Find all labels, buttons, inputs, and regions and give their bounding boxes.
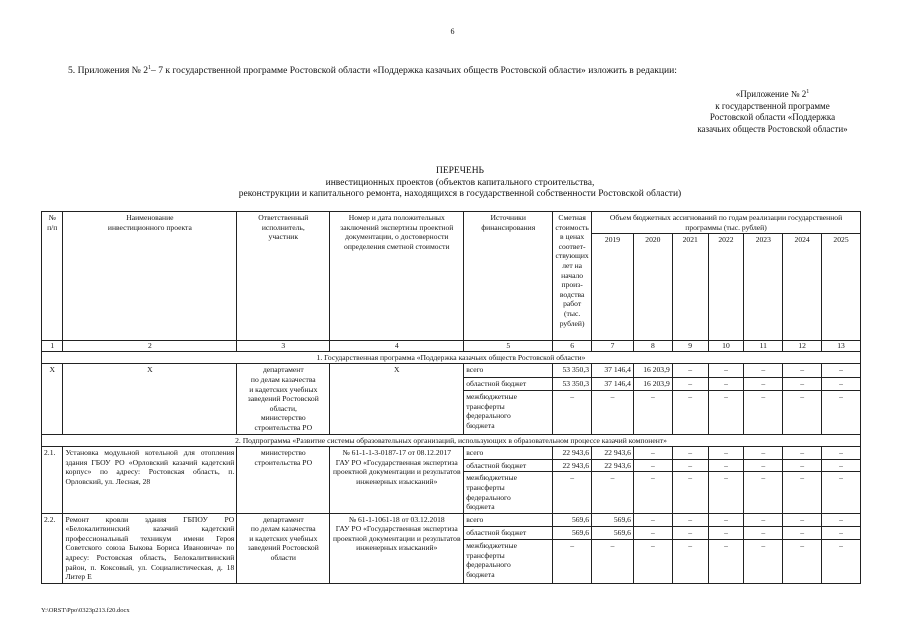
intro-prefix: 5. Приложения № 2 <box>68 65 148 76</box>
source-cell: всего <box>464 513 553 526</box>
heading-line-3: реконструкции и капитального ремонта, находящихся в государственной собственности Ростовской области) <box>238 189 682 199</box>
value-cell: – <box>744 364 783 377</box>
row-2-2-executor: департамент по делам казачества и кадетских учебных заведений Ростовской области <box>237 513 330 583</box>
row-2-1-no: 2.1. <box>42 447 63 514</box>
value-cell: – <box>592 390 634 434</box>
header-year-2019: 2019 <box>592 234 634 341</box>
value-cell: – <box>783 459 822 472</box>
col-number: 13 <box>822 341 861 352</box>
header-project-name: Наименование инвестиционного проекта <box>63 212 237 341</box>
header-year-2020: 2020 <box>633 234 672 341</box>
source-cell: всего <box>464 364 553 377</box>
row-2-1-executor: министерство строительства РО <box>237 447 330 514</box>
intro-sup: 1 <box>148 64 151 71</box>
row-2-2-no: 2.2. <box>42 513 63 583</box>
section-row <box>42 434 861 447</box>
value-cell: – <box>708 390 744 434</box>
row-2-1-name: Установка модульной котельной для отопления здания ГБОУ РО «Орловский казачий кадетский корпус» по адресу: Ростовская область, п. Орловский, ул. Лесная, 28 <box>63 447 237 514</box>
cost-cell: – <box>553 472 592 513</box>
appendix-line-4: казачьих обществ Ростовской области» <box>697 123 848 134</box>
value-cell: – <box>672 377 708 390</box>
heading-title: ПЕРЕЧЕНЬ <box>435 166 485 176</box>
value-cell: – <box>633 472 672 513</box>
value-cell: – <box>744 526 783 539</box>
cost-cell: 569,6 <box>553 526 592 539</box>
header-year-2022: 2022 <box>708 234 744 341</box>
value-cell: – <box>783 540 822 584</box>
source-cell: областной бюджет <box>464 377 553 390</box>
value-cell: – <box>783 472 822 513</box>
header-volume: Объем бюджетных ассигнований по годам реализации государственной программы (тыс. рублей) <box>592 212 861 234</box>
value-cell: – <box>672 472 708 513</box>
value-cell: – <box>708 513 744 526</box>
value-cell: – <box>633 526 672 539</box>
value-cell: – <box>822 377 861 390</box>
value-cell: – <box>708 459 744 472</box>
section-row <box>42 351 861 364</box>
row-total-name: Х <box>63 364 237 434</box>
value-cell: – <box>783 390 822 434</box>
value-cell: – <box>822 540 861 584</box>
col-number: 7 <box>592 341 634 352</box>
table-row <box>42 364 861 377</box>
value-cell: – <box>592 472 634 513</box>
value-cell: – <box>744 377 783 390</box>
value-cell: – <box>783 364 822 377</box>
appendix-line-2: к государственной программе <box>715 100 830 111</box>
header-year-2025: 2025 <box>822 234 861 341</box>
table-header-row <box>42 212 861 234</box>
value-cell: – <box>744 540 783 584</box>
value-cell: – <box>708 377 744 390</box>
cost-cell: 22 943,6 <box>553 447 592 460</box>
page-number: 6 <box>450 27 455 36</box>
value-cell: – <box>744 459 783 472</box>
col-number: 9 <box>672 341 708 352</box>
value-cell: – <box>708 540 744 584</box>
section-2-title: 2. Подпрограмма «Развитие системы образовательных организаций, использующих в образовательном процессе казачий компонент» <box>42 434 861 447</box>
header-cost: Сметная стоимость в ценах соответ-ствующих лет на начало произ-водства работ (тыс. рублей) <box>553 212 592 341</box>
col-number: 5 <box>464 341 553 352</box>
value-cell: – <box>744 390 783 434</box>
header-year-2024: 2024 <box>783 234 822 341</box>
value-cell: – <box>672 390 708 434</box>
col-number: 6 <box>553 341 592 352</box>
value-cell: 37 146,4 <box>592 364 634 377</box>
value-cell: – <box>672 513 708 526</box>
col-number: 12 <box>783 341 822 352</box>
value-cell: 22 943,6 <box>592 459 634 472</box>
value-cell: – <box>822 447 861 460</box>
cost-cell: – <box>553 540 592 584</box>
value-cell: – <box>672 540 708 584</box>
col-number: 3 <box>237 341 330 352</box>
value-cell: – <box>783 447 822 460</box>
value-cell: 569,6 <box>592 513 634 526</box>
source-cell: всего <box>464 447 553 460</box>
value-cell: – <box>744 513 783 526</box>
cost-cell: 22 943,6 <box>553 459 592 472</box>
col-number: 10 <box>708 341 744 352</box>
row-total-executor: департамент по делам казачества и кадетских учебных заведений Ростовской области, министерство строительства РО <box>237 364 330 434</box>
table-row <box>42 447 861 460</box>
value-cell: 16 203,9 <box>633 364 672 377</box>
col-number: 2 <box>63 341 237 352</box>
value-cell: – <box>822 513 861 526</box>
header-conclusion: Номер и дата положительных заключений экспертизы проектной документации, о достоверности определения сметной стоимости <box>330 212 464 341</box>
source-cell: межбюджетные трансферты федерального бюджета <box>464 472 553 513</box>
value-cell: – <box>744 472 783 513</box>
value-cell: 37 146,4 <box>592 377 634 390</box>
value-cell: 569,6 <box>592 526 634 539</box>
intro-suffix: – 7 к государственной программе Ростовской области «Поддержка казачьих обществ Ростовской области» изложить в редакции: <box>151 65 677 76</box>
file-path-footer: Y:\ORST\Ppo\0323p213.f20.docx <box>41 607 130 614</box>
header-year-2023: 2023 <box>744 234 783 341</box>
col-number: 4 <box>330 341 464 352</box>
source-cell: межбюджетные трансферты федерального бюджета <box>464 540 553 584</box>
value-cell: – <box>708 447 744 460</box>
value-cell: – <box>783 513 822 526</box>
value-cell: – <box>633 540 672 584</box>
value-cell: – <box>783 377 822 390</box>
value-cell: – <box>633 459 672 472</box>
row-total-conclusion: Х <box>330 364 464 434</box>
header-executor: Ответственный исполнитель, участник <box>237 212 330 341</box>
cost-cell: 53 350,3 <box>553 377 592 390</box>
section-1-title: 1. Государственная программа «Поддержка казачьих обществ Ростовской области» <box>42 351 861 364</box>
value-cell: – <box>822 526 861 539</box>
value-cell: – <box>672 364 708 377</box>
col-number: 11 <box>744 341 783 352</box>
row-total-no: Х <box>42 364 63 434</box>
value-cell: – <box>672 459 708 472</box>
cost-cell: 569,6 <box>553 513 592 526</box>
source-cell: межбюджетные трансферты федерального бюджета <box>464 390 553 434</box>
col-number: 8 <box>633 341 672 352</box>
value-cell: – <box>672 447 708 460</box>
intro-paragraph <box>68 65 677 76</box>
column-numbers-row <box>42 341 861 352</box>
value-cell: – <box>822 472 861 513</box>
cost-cell: – <box>553 390 592 434</box>
row-2-1-conclusion: № 61-1-1-3-0187-17 от 08.12.2017 ГАУ РО «Государственная экспертиза проектной документации и результатов инженерных изысканий» <box>330 447 464 514</box>
cost-cell: 53 350,3 <box>553 364 592 377</box>
value-cell: – <box>592 540 634 584</box>
header-sources: Источники финансирования <box>464 212 553 341</box>
value-cell: – <box>744 447 783 460</box>
col-number: 1 <box>42 341 63 352</box>
header-year-2021: 2021 <box>672 234 708 341</box>
source-cell: областной бюджет <box>464 526 553 539</box>
heading-line-2: инвестиционных проектов (объектов капитального строительства, <box>325 177 595 188</box>
value-cell: – <box>708 472 744 513</box>
value-cell: – <box>672 526 708 539</box>
value-cell: – <box>633 447 672 460</box>
value-cell: 16 203,9 <box>633 377 672 390</box>
value-cell: – <box>633 390 672 434</box>
value-cell: – <box>633 513 672 526</box>
appendix-line-1: «Приложение № $2^1$ <box>735 89 810 99</box>
value-cell: 22 943,6 <box>592 447 634 460</box>
appendix-line-3: Ростовской области «Поддержка <box>709 112 836 122</box>
appendix-caption <box>660 89 885 135</box>
investment-projects-table <box>41 211 861 584</box>
table-row <box>42 513 861 526</box>
document-heading <box>60 166 860 201</box>
value-cell: – <box>783 526 822 539</box>
value-cell: – <box>822 364 861 377</box>
source-cell: областной бюджет <box>464 459 553 472</box>
row-2-2-name: Ремонт кровли здания ГБПОУ РО «Белокалитвинский казачий кадетский профессиональный техникум имени Героя Советского союза Быкова Бориса Ивановича» по адресу: Ростовская область, Белокалитвинский район, п. Коксовый, ул. Социалистическая, д. 18 Литер Е <box>63 513 237 583</box>
value-cell: – <box>822 390 861 434</box>
row-2-2-conclusion: № 61-1-1061-18 от 03.12.2018 ГАУ РО «Государственная экспертиза проектной документации и результатов инженерных изысканий» <box>330 513 464 583</box>
value-cell: – <box>708 526 744 539</box>
header-no: № п/п <box>42 212 63 341</box>
value-cell: – <box>822 459 861 472</box>
value-cell: – <box>708 364 744 377</box>
